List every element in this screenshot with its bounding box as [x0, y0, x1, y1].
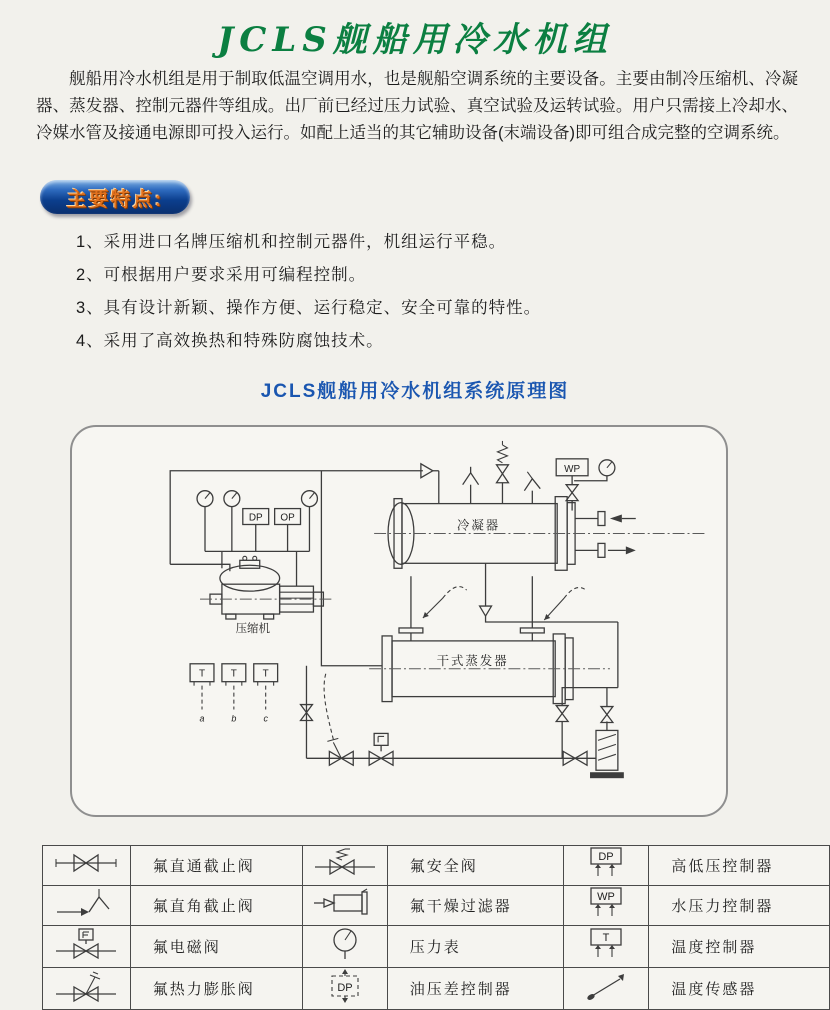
thermal-expansion-valve-icon [43, 968, 131, 1010]
legend-label: 氟直角截止阀 [130, 886, 302, 926]
page-title: JCLS舰船用冷水机组 [217, 20, 613, 60]
legend-label: 水压力控制器 [649, 886, 830, 926]
svg-text:WP: WP [564, 463, 581, 475]
liquid-header [562, 688, 618, 706]
t-controller-icon [563, 926, 649, 968]
table-row [43, 846, 830, 886]
legend-label: 氟干燥过滤器 [387, 886, 563, 926]
table-row [43, 926, 830, 968]
evaporator [369, 634, 610, 704]
svg-text:WP: WP [597, 891, 615, 903]
svg-text:b: b [231, 713, 237, 724]
wp-controller-icon [563, 886, 649, 926]
water-connection [575, 512, 636, 526]
condenser-label: 冷凝器 [456, 518, 501, 533]
solenoid-valve-icon [43, 926, 131, 968]
feature-item: 3、具有设计新颖、操作方便、运行稳定、安全可靠的特性。 [76, 299, 542, 317]
stop-valve-icon [601, 707, 613, 723]
dp-controller-icon [563, 846, 649, 886]
features-heading-label: 主要特点: [66, 188, 164, 211]
temp-controller [254, 664, 278, 724]
features-heading-badge [40, 180, 190, 214]
legend-label: 高低压控制器 [649, 846, 830, 886]
system-diagram-svg [72, 427, 726, 815]
svg-text:DP: DP [337, 982, 353, 994]
legend-label: 氟电磁阀 [130, 926, 302, 968]
solenoid-valve-icon [369, 733, 393, 765]
suction-pipe [321, 471, 382, 666]
filter-drier [590, 721, 624, 778]
svg-text:T: T [262, 668, 269, 680]
temp-sensor-icon [544, 588, 586, 620]
temp-controller [190, 664, 214, 724]
water-nozzle [399, 576, 423, 641]
legend-table [42, 845, 830, 1010]
pipe [170, 564, 230, 571]
water-pressure-controller [556, 459, 588, 511]
thermal-expansion-valve-icon [324, 672, 353, 766]
stop-valve-icon [556, 706, 568, 722]
angle-stop-valve-icon [43, 886, 131, 926]
legend-label: 温度控制器 [649, 926, 830, 968]
temp-controller [222, 664, 246, 724]
intro-paragraph: 舰船用冷水机组是用于制取低温空调用水，也是舰船空调系统的主要设备。主要由制冷压缩机、冷凝器、蒸发器、控制元器件等组成。出厂前已经过压力试验、真空试验及运转试验。用户只需接上冷却水、冷媒水管及接通电源即可投入运行。如配上适当的其它辅助设备(末端设备)即可组合成完整的空调系统。 [36, 70, 798, 142]
oil-pressure-controller [275, 509, 301, 552]
feature-item: 2、可根据用户要求采用可编程控制。 [76, 266, 367, 284]
legend-label: 温度传感器 [649, 968, 830, 1010]
svg-text:a: a [199, 713, 205, 724]
safety-valve-icon [302, 846, 387, 886]
filter-drier-icon [302, 886, 387, 926]
oil-dp-controller-icon [302, 968, 387, 1010]
liquid-pipe [486, 616, 618, 622]
table-row [43, 886, 830, 926]
legend-label: 氟安全阀 [387, 846, 563, 886]
legend-label: 氟直通截止阀 [130, 846, 302, 886]
svg-text:DP: DP [248, 512, 263, 524]
angle-stop-valve-icon [480, 606, 492, 616]
feature-item: 4、采用了高效换热和特殊防腐蚀技术。 [76, 332, 384, 350]
table-row [43, 968, 830, 1010]
legend-label: 氟热力膨胀阀 [130, 968, 302, 1010]
compressor-label: 压缩机 [235, 622, 270, 635]
angle-stop-valve-icon [524, 472, 540, 504]
legend-label: 油压差控制器 [387, 968, 563, 1010]
angle-stop-valve-icon [463, 467, 479, 504]
pressure-gauge-icon [302, 926, 387, 968]
water-connection [575, 543, 636, 557]
svg-text:T: T [230, 668, 237, 680]
diagram-title: JCLS舰船用冷水机组系统原理图 [260, 381, 570, 402]
compressor [200, 556, 331, 635]
features-list [76, 228, 716, 360]
svg-text:DP: DP [598, 851, 614, 863]
pressure-gauge-icon [197, 491, 213, 552]
temp-sensor-icon [563, 968, 649, 1010]
feature-item: 1、采用进口名牌压缩机和控制元器件，机组运行平稳。 [76, 233, 507, 251]
pressure-gauge-icon [574, 460, 615, 481]
safety-valve-icon [496, 441, 508, 504]
temp-sensor-icon [423, 587, 467, 618]
straight-stop-valve-icon [43, 846, 131, 886]
condenser [374, 497, 707, 571]
discharge-pipe [170, 471, 423, 565]
angle-stop-valve-icon [421, 464, 439, 504]
system-diagram [70, 425, 728, 817]
evaporator-label: 干式蒸发器 [436, 653, 509, 668]
svg-text:T: T [198, 668, 206, 680]
water-nozzle [520, 576, 544, 641]
svg-text:OP: OP [280, 512, 295, 524]
svg-text:c: c [263, 713, 268, 724]
svg-text:T: T [602, 932, 610, 944]
pressure-gauge-icon [302, 491, 318, 552]
legend-label: 压力表 [387, 926, 563, 968]
hp-lp-controller [243, 509, 269, 552]
pressure-gauge-icon [224, 491, 240, 552]
